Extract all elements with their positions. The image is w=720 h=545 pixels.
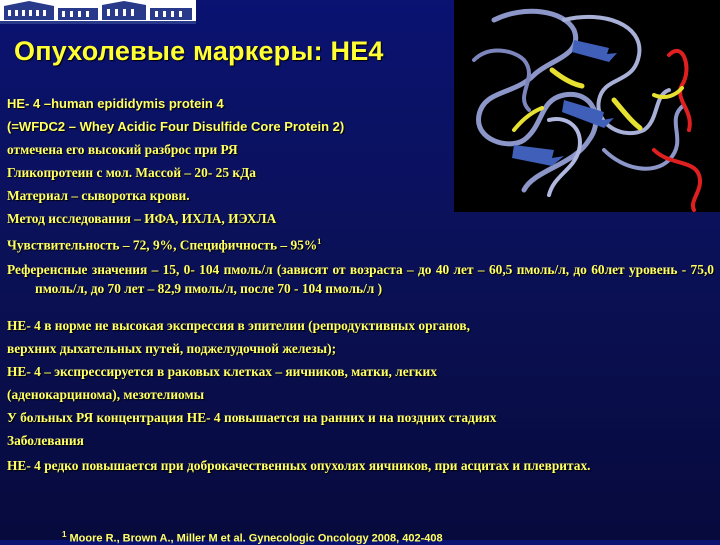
sensitivity-line <box>7 234 714 253</box>
stages-line-end: Заболевания <box>7 433 84 449</box>
stages-line: У больных РЯ концентрация НЕ- 4 повышается на ранних и на поздних стадиях <box>7 410 497 426</box>
sample-material-line: Материал – сыворотка крови. <box>7 188 190 203</box>
normal-expression-line: НЕ- 4 в норме не высокая экспрессия в эпителии (репродуктивных органов, <box>7 318 470 334</box>
cancer-expression-line: НЕ- 4 – экспрессируется в раковых клетках – яичников, матки, легких <box>7 364 437 380</box>
glycoprotein-mass-line: Гликопротеин с мол. Массой – 20- 25 кДа <box>7 165 256 180</box>
reference-values-paragraph: Референсные значения – 15, 0- 104 пмоль/л (зависят от возраста – до 40 лет – 60,5 пмоль/л, до 60лет уровень - 75,0 пмоль/л, до 70 лет – 82,9 пмоль/л, после 70 - 104 пмоль/л ) <box>7 262 714 297</box>
he4-name-line: НЕ- 4 –human epididymis protein 4 <box>7 96 224 111</box>
benign-paragraph: НЕ- 4 редко повышается при доброкачественных опухолях яичников, при асцитах и плевритах. <box>7 458 591 474</box>
method-line: Метод исследования – ИФА, ИХЛА, ИЭХЛА <box>7 211 277 226</box>
sensitivity-footnote-mark: 1 <box>317 237 322 246</box>
cancer-types-line: (аденокарцинома), мезотелиомы <box>7 387 205 403</box>
slide-title: Опухолевые маркеры: НЕ4 <box>14 36 384 66</box>
sensitivity-text: Чувствительность – 72, 9%, Специфичность – 95% <box>7 237 318 253</box>
slide-content <box>7 96 714 483</box>
footnote <box>62 530 443 545</box>
footnote-mark: 1 <box>62 530 67 539</box>
he4-synonym-line: (=WFDC2 – Whey Acidic Four Disulfide Core Protein 2) <box>7 119 345 134</box>
footnote-reference: Moore R., Brown A., Miller M et al. Gynecologic Oncology 2008, 402-408 <box>69 532 443 545</box>
institution-logo <box>0 0 196 24</box>
normal-expression-organs-line: верхних дыхательных путей, поджелудочной железы); <box>7 341 337 357</box>
he4-variance-line: отмечена его высокий разброс при РЯ <box>7 142 238 157</box>
